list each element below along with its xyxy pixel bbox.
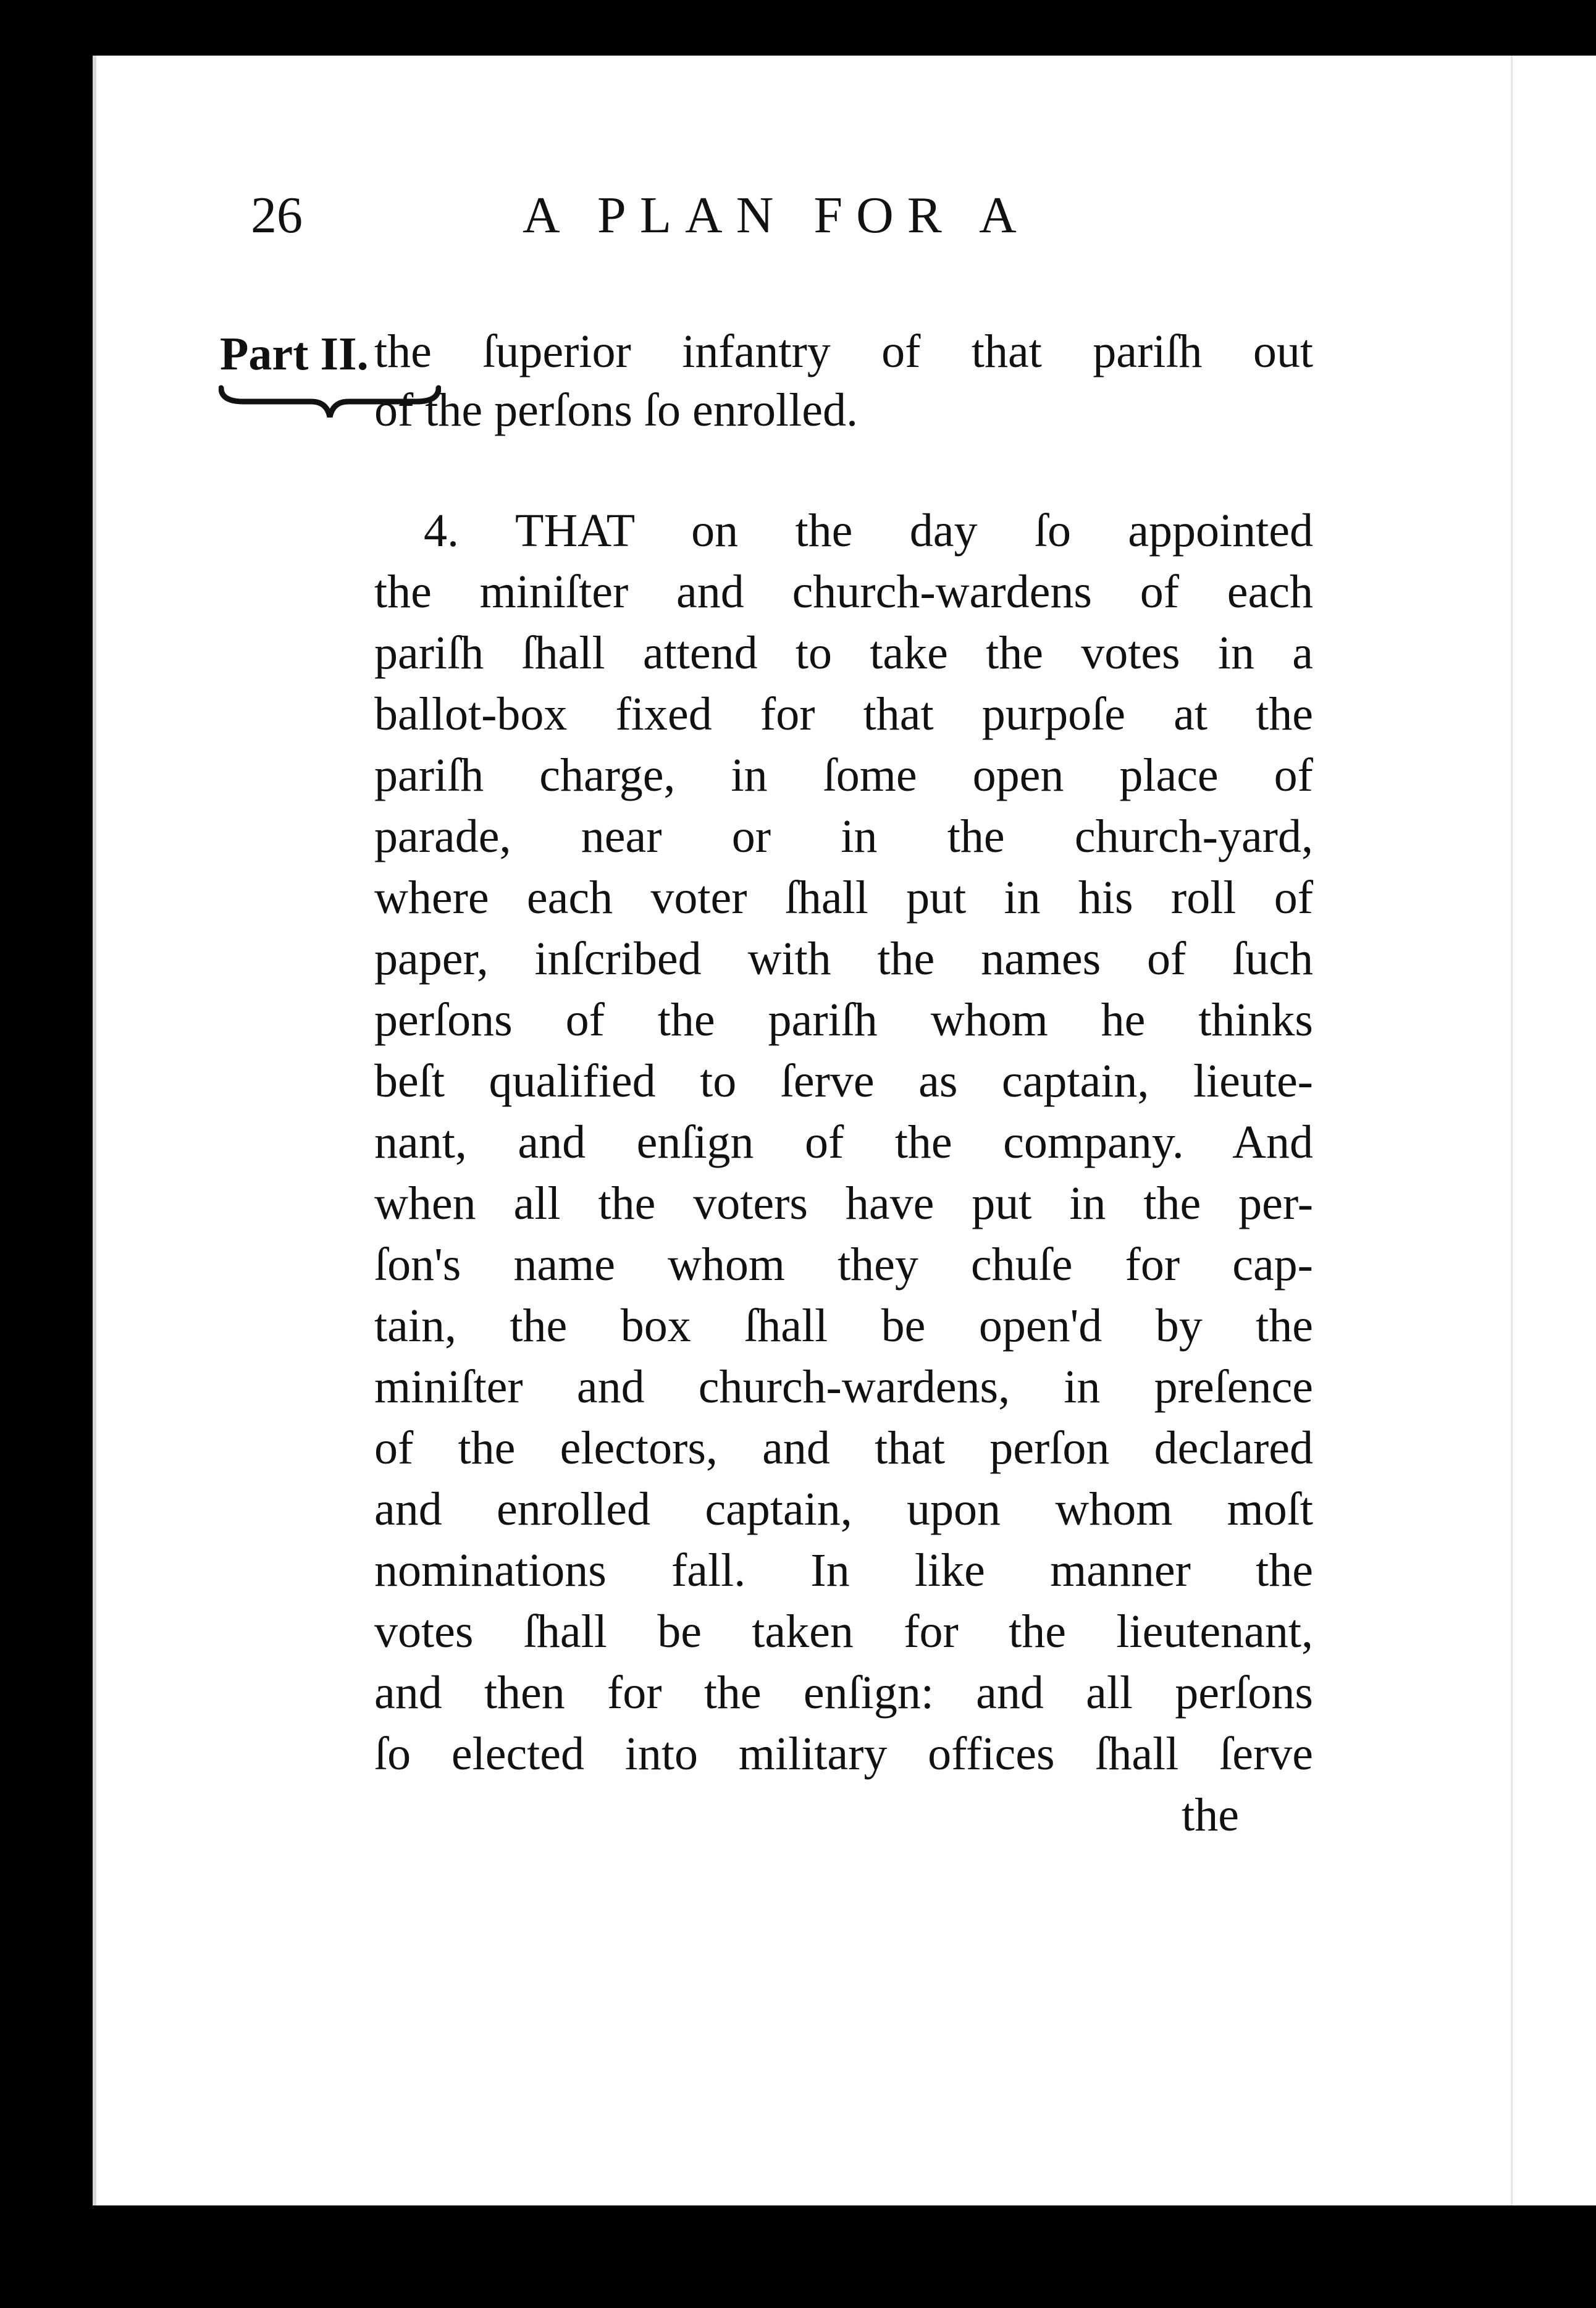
text-line: the	[1182, 1789, 1239, 1841]
text-line: ſon's name whom they chuſe for cap-	[374, 1239, 1313, 1291]
running-header	[96, 185, 1596, 259]
text-line: 4. THAT on the day ſo appointed	[424, 505, 1313, 557]
text-line: and enrolled captain, upon whom moſt	[374, 1483, 1313, 1535]
text-line: parade, near or in the church-yard,	[374, 811, 1313, 862]
page-fold	[1511, 56, 1513, 2205]
text-line: and then for the enſign: and all perſons	[374, 1667, 1313, 1719]
text-line: nant, and enſign of the company. And	[374, 1116, 1313, 1168]
running-title: A PLAN FOR A	[523, 187, 1030, 244]
text-line: ballot-box fixed for that purpoſe at the	[374, 688, 1313, 740]
text-line: pariſh ſhall attend to take the votes in a	[374, 627, 1313, 679]
text-line: ſo elected into military offices ſhall ſerve	[374, 1728, 1313, 1780]
text-line: the ſuperior infantry of that pariſh out	[374, 326, 1313, 377]
text-line: miniſter and church-wardens, in preſence	[374, 1361, 1313, 1413]
text-line: tain, the box ſhall be open'd by the	[374, 1300, 1313, 1352]
page-number: 26	[251, 187, 303, 244]
text-line: paper, inſcribed with the names of ſuch	[374, 933, 1313, 985]
text-line: perſons of the pariſh whom he thinks	[374, 994, 1313, 1046]
margin-note: Part II.	[220, 328, 369, 380]
text-line: beſt qualified to ſerve as captain, lieute-	[374, 1055, 1313, 1107]
text-line: when all the voters have put in the per-	[374, 1177, 1313, 1229]
text-line: where each voter ſhall put in his roll of	[374, 872, 1313, 924]
text-line: of the perſons ſo enrolled.	[374, 384, 859, 436]
text-line: pariſh charge, in ſome open place of	[374, 749, 1313, 801]
book-page	[93, 56, 1596, 2205]
text-line: the miniſter and church-wardens of each	[374, 566, 1313, 618]
text-line: of the electors, and that perſon declared	[374, 1422, 1313, 1474]
text-line: nominations fall. In like manner the	[374, 1544, 1313, 1596]
text-line: votes ſhall be taken for the lieutenant,	[374, 1606, 1313, 1657]
